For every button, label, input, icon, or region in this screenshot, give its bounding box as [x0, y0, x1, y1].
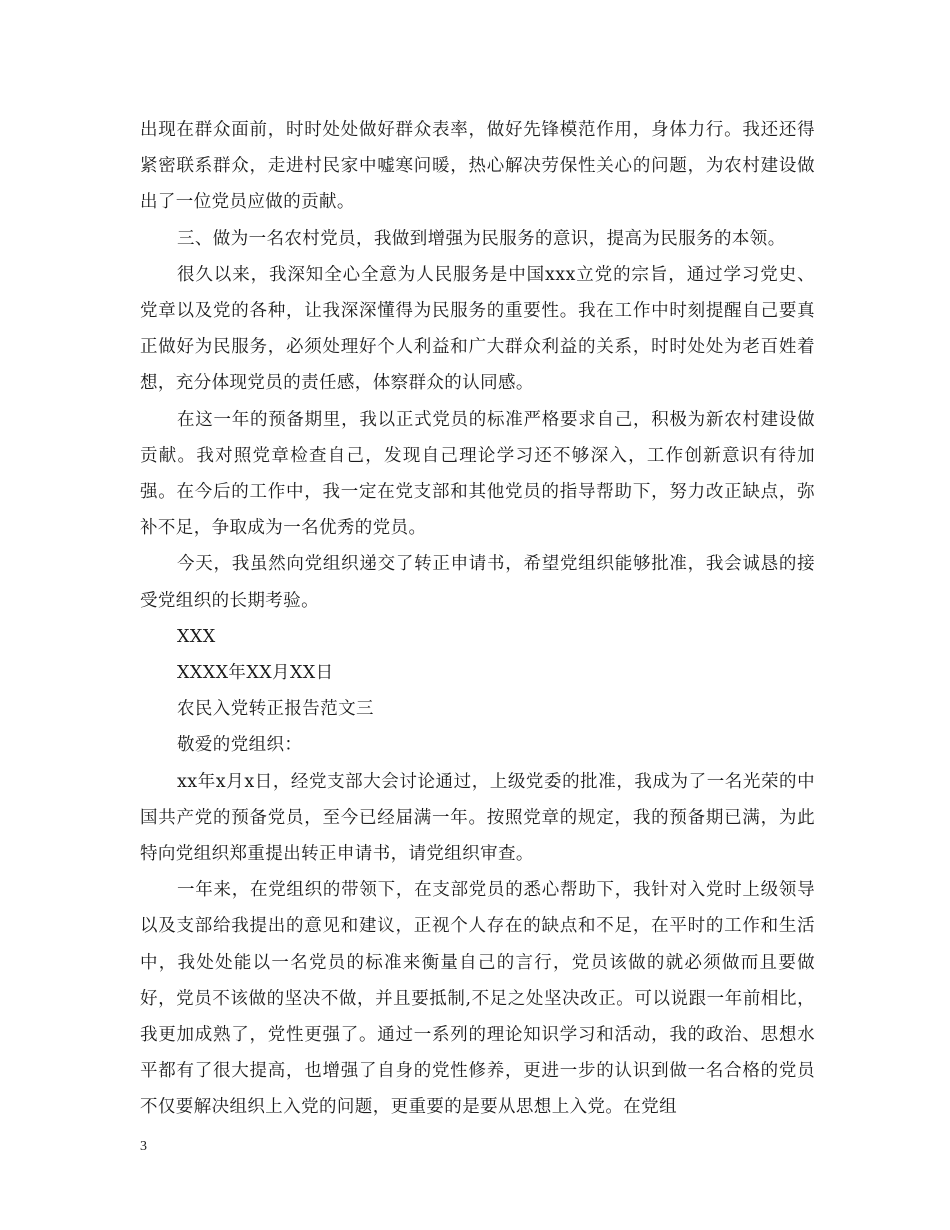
paragraph-10: xx年x月x日，经党支部大会讨论通过，上级党委的批准，我成为了一名光荣的中国共产党的预备党员，至今已经届满一年。按照党章的规定，我的预备期已满，为此特向党组织郑重提出转正申请书，请党组织审查。 — [140, 771, 815, 865]
section-title: 农民入党转正报告范文三 — [177, 699, 374, 720]
page-number: 3 — [140, 1139, 147, 1154]
salutation: 敬爱的党组织： — [177, 735, 303, 756]
paragraph-11: 一年来，在党组织的带领下，在支部党员的悉心帮助下，我针对入党时上级领导以及支部给我提出的意见和建议，正视个人存在的缺点和不足，在平时的工作和生活中，我处处能以一名党员的标准来衡量自己的言行，党员该做的就必须做而且要做好，党员不该做的坚决不做，并且要抵制,不足之处坚决改正。可以说跟一年前相比，我更加成熟了，党性更强了。通过一系列的理论知识学习和活动，我的政治、思想水平都有了很大提高，也增强了自身的党性修养，更进一步的认识到做一名合格的党员不仅要解决组织上入党的问题，更重要的是要从思想上入党。在党组 — [140, 880, 815, 1118]
paragraph-1: 出现在群众面前，时时处处做好群众表率，做好先锋模范作用，身体力行。我还还得紧密联系群众，走进村民家中嘘寒问暖，热心解决劳保性关心的问题，为农村建设做出了一位党员应做的贡献。 — [140, 120, 815, 213]
paragraph-2: 三、做为一名农村党员，我做到增强为民服务的意识，提高为民服务的本领。 — [177, 228, 786, 249]
signature-name: XXX — [177, 626, 216, 647]
paragraph-4: 在这一年的预备期里，我以正式党员的标准严格要求自己，积极为新农村建设做贡献。我对照党章检查自己，发现自己理论学习还不够深入，工作创新意识有待加强。在今后的工作中，我一定在党支部和其他党员的指导帮助下，努力改正缺点，弥补不足，争取成为一名优秀的党员。 — [140, 409, 815, 539]
paragraph-3: 很久以来，我深知全心全意为人民服务是中国xxx立党的宗旨，通过学习党史、党章以及党的各种，让我深深懂得为民服务的重要性。我在工作中时刻提醒自己要真正做好为民服务，必须处理好个人利益和广大群众利益的关系，时时处处为老百姓着想，充分体现党员的责任感，体察群众的认同感。 — [140, 264, 815, 394]
signature-date: XXXX年XX月XX日 — [177, 663, 334, 684]
paragraph-5: 今天，我虽然向党组织递交了转正申请书，希望党组织能够批准，我会诚恳的接受党组织的长期考验。 — [140, 554, 815, 611]
document-body — [140, 112, 815, 1126]
